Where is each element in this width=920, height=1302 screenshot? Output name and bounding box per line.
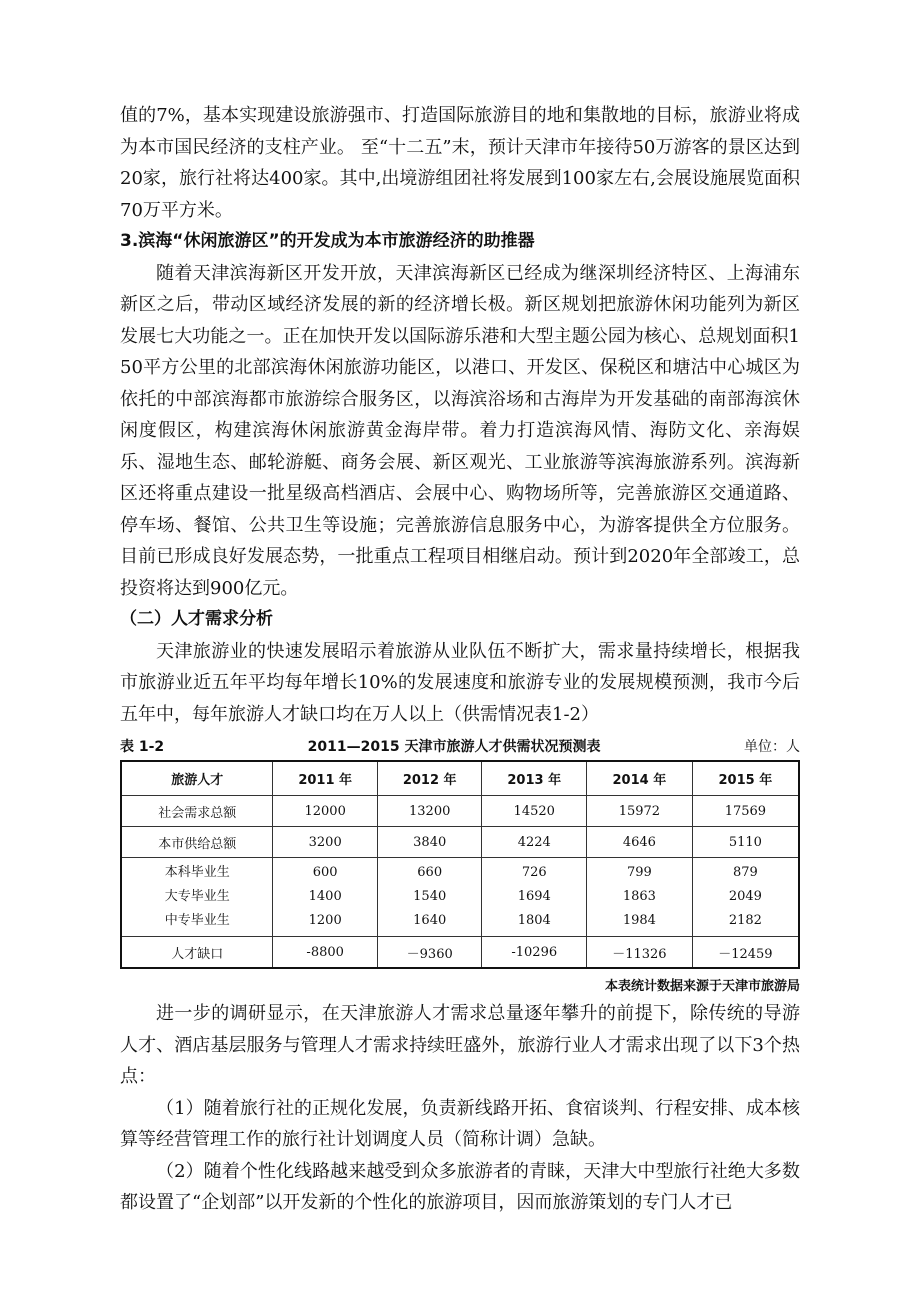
row-label: 人才缺口: [121, 937, 273, 969]
table-cell: 12000: [273, 796, 378, 827]
table-cell: 14520: [482, 796, 587, 827]
table-row-demand: [121, 796, 799, 827]
table-cell: 15972: [587, 796, 693, 827]
table-cell: 4646: [587, 827, 693, 858]
table-unit: 单位：人: [743, 739, 800, 755]
paragraph-tourism-goals: 值的7%，基本实现建设旅游强市、打造国际旅游目的地和集散地的目标，旅游业将成为本市国民经济的支柱产业。 至“十二五”末，预计天津市年接待50万游客的景区达到20家，旅行社将达400家。其中,出境游组团社将发展到100家左右,会展设施展览面积70万平方米。: [120, 105, 800, 221]
table-label: 表 1-2: [120, 739, 165, 755]
paragraph-research-findings: 进一步的调研显示，在天津旅游人才需求总量逐年攀升的前提下，除传统的导游人才、酒店基层服务与管理人才需求持续旺盛外，旅游行业人才需求出现了以下3个热点：: [120, 1003, 800, 1087]
table-cell: 3200: [273, 827, 378, 858]
table-cell: 5110: [692, 827, 799, 858]
paragraph-hotspot-1: （1）随着旅行社的正规化发展，负责新线路开拓、食宿谈判、行程安排、成本核算等经营管理工作的旅行社计划调度人员（简称计调）急缺。: [120, 1097, 800, 1150]
table-cell: 1863: [622, 889, 656, 904]
table-title: 2011—2015 天津市旅游人才供需状况预测表: [307, 739, 601, 755]
table-row-supply: [121, 827, 799, 858]
table-cell-2014: [587, 858, 693, 937]
table-row-graduates: [121, 858, 799, 937]
header-cell: 2011 年: [273, 761, 378, 796]
table-cell: 726: [521, 865, 547, 880]
table-cell: －9360: [377, 937, 482, 969]
table-cell: 1400: [308, 889, 342, 904]
header-cell: 旅游人才: [121, 761, 273, 796]
paragraph-talent-demand: 天津旅游业的快速发展昭示着旅游从业队伍不断扩大，需求量持续增长，根据我市旅游业近五年平均每年增长10%的发展速度和旅游专业的发展规模预测，我市今后五年中，每年旅游人才缺口均在万人以上（供需情况表1-2）: [120, 640, 800, 725]
table-header-row: [121, 761, 799, 796]
table-row-gap: [121, 937, 799, 969]
table-cell: -10296: [482, 937, 587, 969]
talent-supply-demand-table: [120, 760, 800, 969]
table-caption: [120, 736, 800, 756]
row-label: 社会需求总额: [121, 796, 273, 827]
table-cell: 660: [417, 865, 443, 880]
table-cell: 2049: [728, 889, 762, 904]
table-cell: 1200: [308, 913, 342, 928]
table-cell: 4224: [482, 827, 587, 858]
row-label-graduates: [121, 858, 273, 937]
table-cell: 1694: [517, 889, 551, 904]
header-cell: 2013 年: [482, 761, 587, 796]
row-label: 中专毕业生: [164, 913, 230, 928]
paragraph-binhai-development: 随着天津滨海新区开发开放，天津滨海新区已经成为继深圳经济特区、上海浦东新区之后，带动区域经济发展的新的经济增长极。新区规划把旅游休闲功能列为新区发展七大功能之一。正在加快开发以国际游乐港和大型主题公园为核心、总规划面积150平方公里的北部滨海休闲旅游功能区，以港口、开发区、保税区和塘沽中心城区为依托的中部滨海都市旅游综合服务区，以海滨浴场和古海岸为开发基础的南部海滨休闲度假区，构建滨海休闲旅游黄金海岸带。着力打造滨海风情、海防文化、亲海娱乐、湿地生态、邮轮游艇、商务会展、新区观光、工业旅游等滨海旅游系列。滨海新区还将重点建设一批星级高档酒店、会展中心、购物场所等，完善旅游区交通道路、停车场、餐馆、公共卫生等设施；完善旅游信息服务中心，为游客提供全方位服务。目前已形成良好发展态势，一批重点工程项目相继启动。预计到2020年全部竣工，总投资将达到900亿元。: [120, 262, 800, 599]
section-talent-demand: （二）人才需求分析: [120, 609, 273, 629]
table-cell: 1984: [622, 913, 656, 928]
table-cell: 799: [626, 865, 652, 880]
header-cell: 2014 年: [587, 761, 693, 796]
table-cell: 879: [732, 865, 758, 880]
header-cell: 2012 年: [377, 761, 482, 796]
row-label: 本市供给总额: [121, 827, 273, 858]
row-label: 大专毕业生: [164, 889, 230, 904]
table-cell: 2182: [728, 913, 762, 928]
table-cell: 1640: [413, 913, 447, 928]
table-source-note: 本表统计数据来源于天津市旅游局: [604, 979, 800, 994]
table-cell: 1540: [413, 889, 447, 904]
heading-binhai-leisure-zone: 3.滨海“休闲旅游区”的开发成为本市旅游经济的助推器: [120, 231, 535, 251]
table-cell: 1804: [517, 913, 551, 928]
table-cell-2011: [273, 858, 378, 937]
table-cell: 600: [312, 865, 338, 880]
table-cell-2012: [377, 858, 482, 937]
table-cell: －11326: [587, 937, 693, 969]
table-cell: -8800: [273, 937, 378, 969]
document-page: [120, 100, 800, 1219]
paragraph-hotspot-2: （2）随着个性化线路越来越受到众多旅游者的青睐，天津大中型旅行社绝大多数都设置了“企划部”以开发新的个性化的旅游项目，因而旅游策划的专门人才已: [120, 1160, 800, 1213]
table-cell: 13200: [377, 796, 482, 827]
table-cell: －12459: [692, 937, 799, 969]
table-cell: 17569: [692, 796, 799, 827]
header-cell: 2015 年: [692, 761, 799, 796]
row-label: 本科毕业生: [164, 865, 230, 880]
table-cell-2013: [482, 858, 587, 937]
table-cell: 3840: [377, 827, 482, 858]
table-cell-2015: [692, 858, 799, 937]
